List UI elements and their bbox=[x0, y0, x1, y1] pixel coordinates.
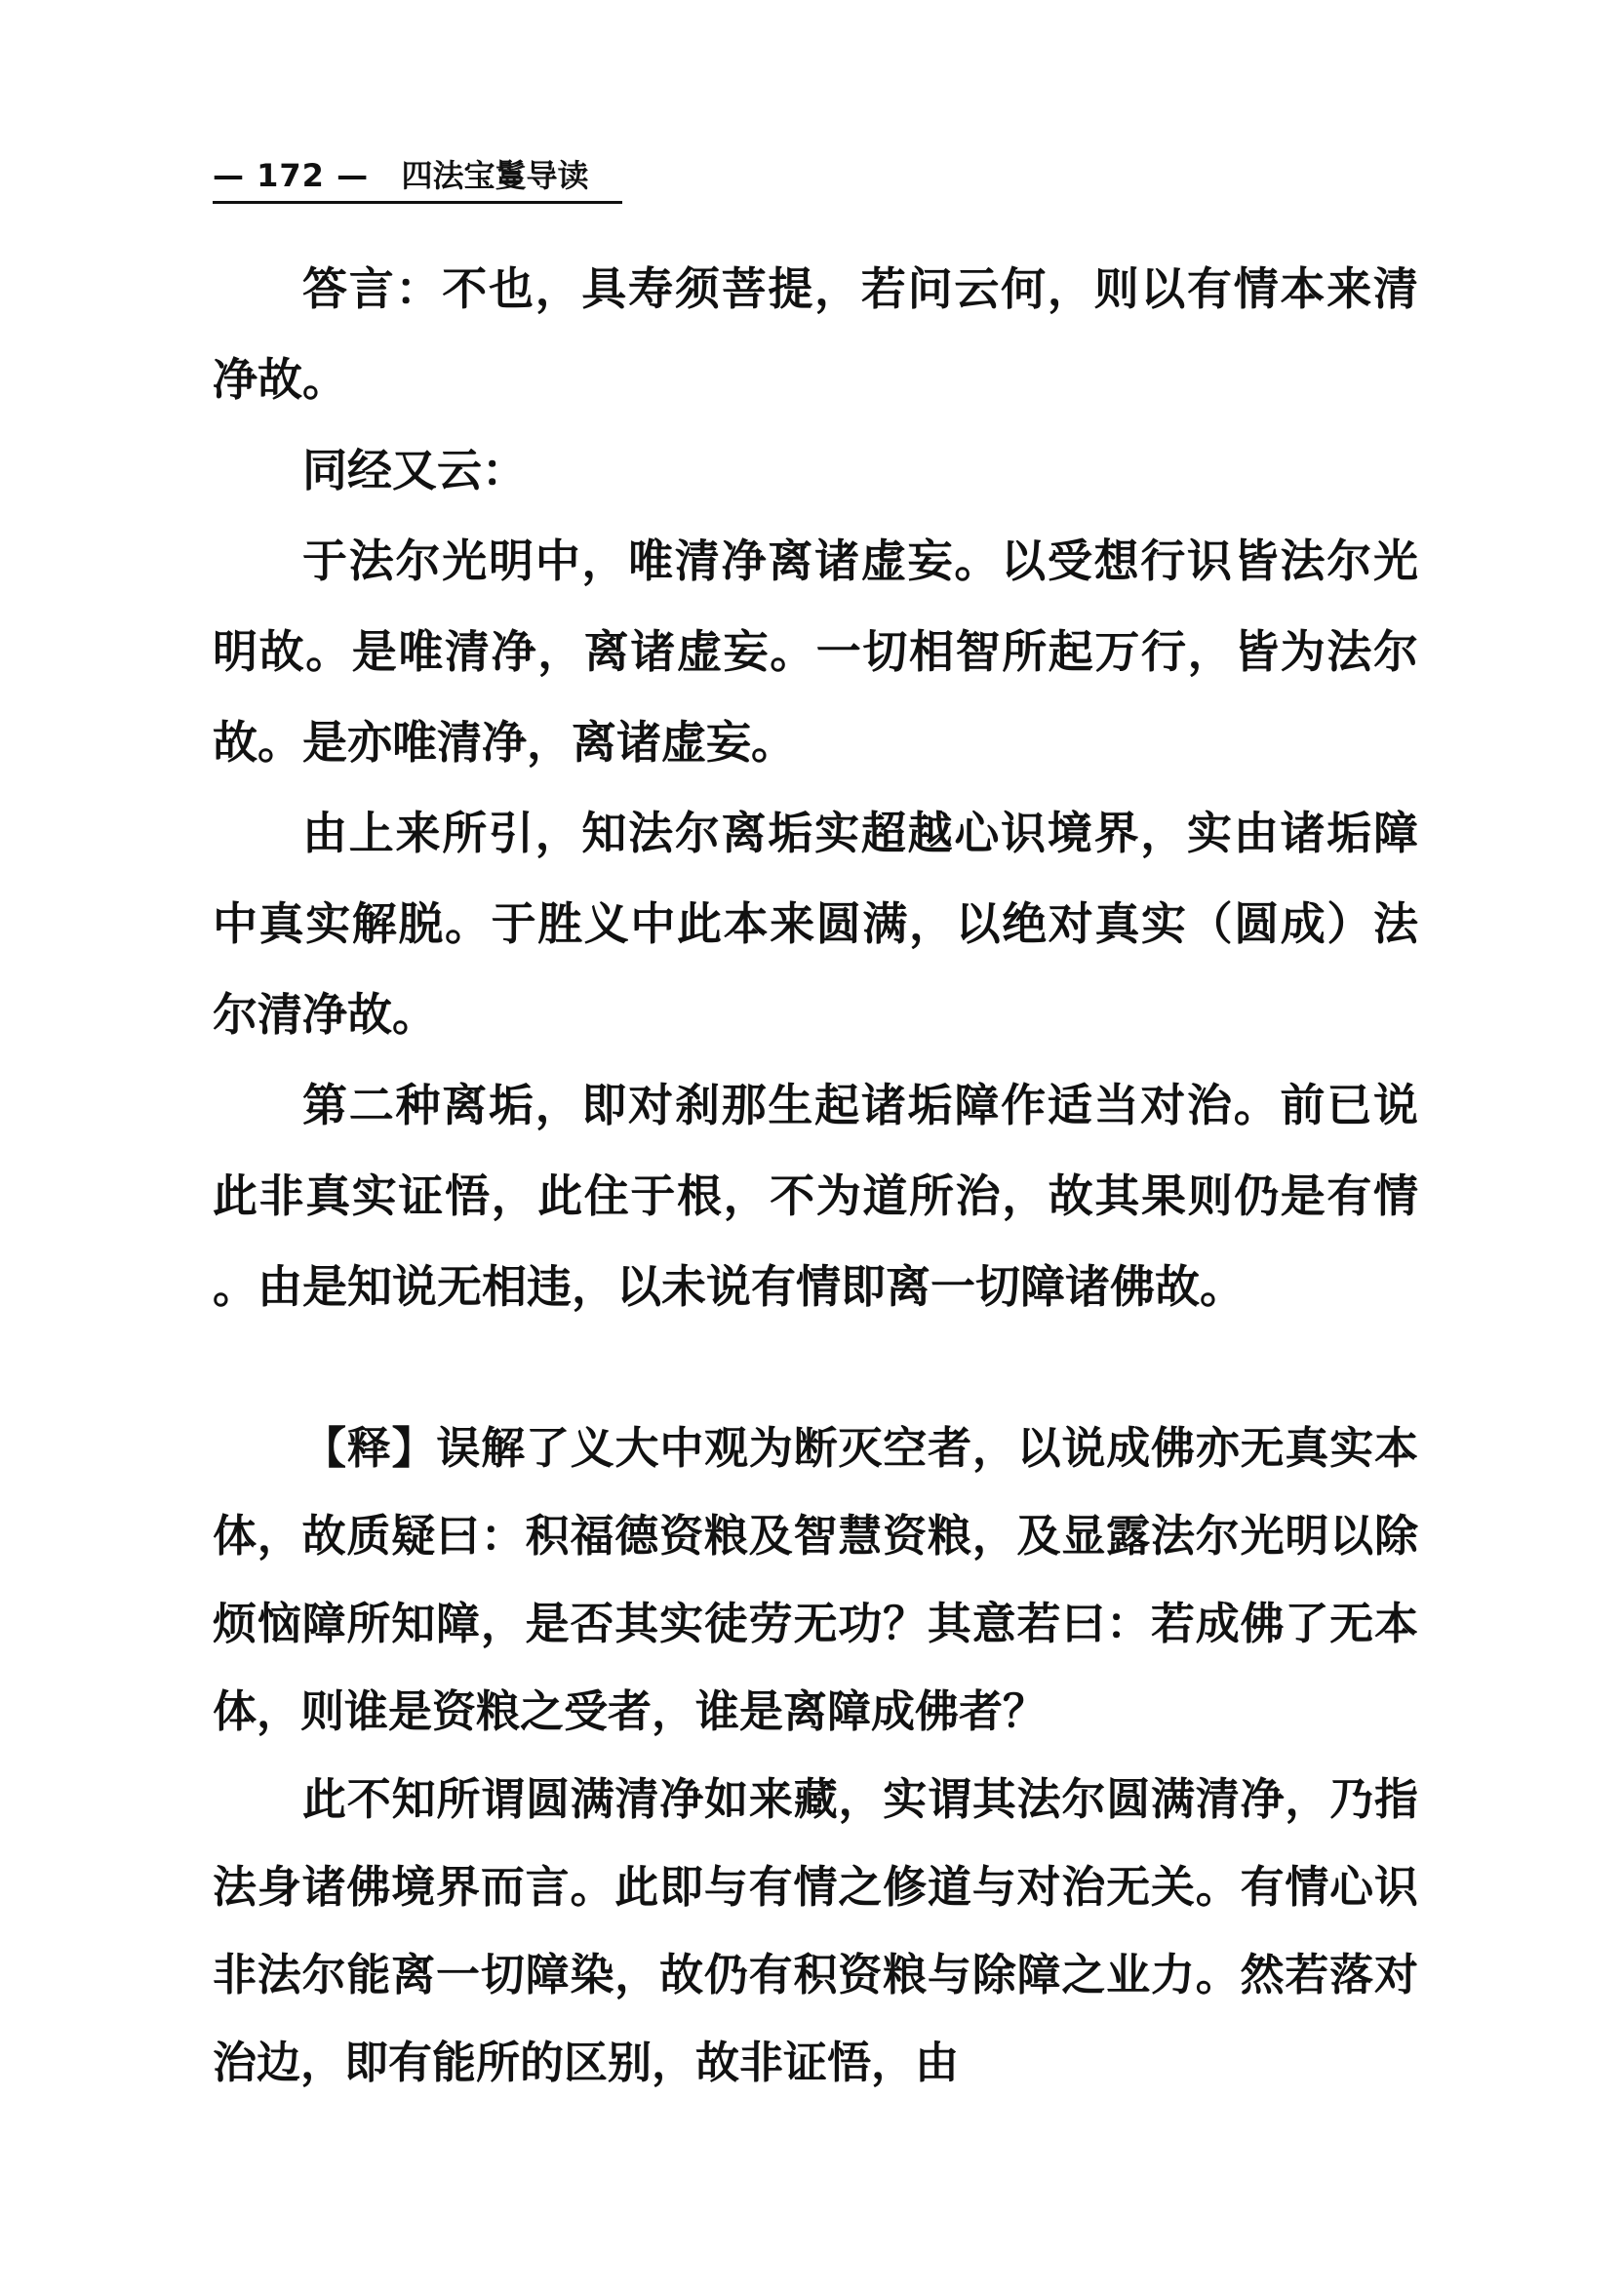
paragraph: 答言：不也，具寿须菩提，若问云何，则以有情本来清净故。 bbox=[213, 262, 1418, 406]
paragraph: 【释】误解了义大中观为断灭空者，以说成佛亦无真实本体，故质疑曰：积福德资粮及智慧资粮，及显露法尔光明以除烦恼障所知障，是否其实徒劳无功？其意若曰：若成佛了无本体，则谁是资粮之受者，谁是离障成佛者？ bbox=[213, 1422, 1418, 1737]
book-title: 四法宝鬘导读 bbox=[401, 157, 589, 194]
paragraph: 于法尔光明中，唯清净离诸虚妄。以受想行识皆法尔光明故。是唯清净，离诸虚妄。一切相智所起万行，皆为法尔故。是亦唯清净，离诸虚妄。 bbox=[213, 534, 1418, 769]
paragraph: 同经又云： bbox=[302, 444, 527, 496]
paragraph: 第二种离垢，即对刹那生起诸垢障作适当对治。前已说此非真实证悟，此住于根，不为道所治，故其果则仍是有情。由是知说无相违，以未说有情即离一切障诸佛故。 bbox=[213, 1079, 1418, 1313]
paragraph: 由上来所引，知法尔离垢实超越心识境界，实由诸垢障中真实解脱。于胜义中此本来圆满，以绝对真实（圆成）法尔清净故。 bbox=[213, 807, 1418, 1041]
running-head bbox=[213, 156, 622, 203]
page-number: — 172 — bbox=[213, 157, 370, 194]
header-rule bbox=[213, 201, 622, 204]
commentary-block bbox=[213, 1405, 1418, 2107]
quoted-text-block bbox=[213, 244, 1418, 1332]
paragraph: 此不知所谓圆满清净如来藏，实谓其法尔圆满清净，乃指法身诸佛境界而言。此即与有情之修道与对治无关。有情心识非法尔能离一切障染，故仍有积资粮与除障之业力。然若落对治边，即有能所的区别，故非证悟，由 bbox=[213, 1773, 1418, 2088]
